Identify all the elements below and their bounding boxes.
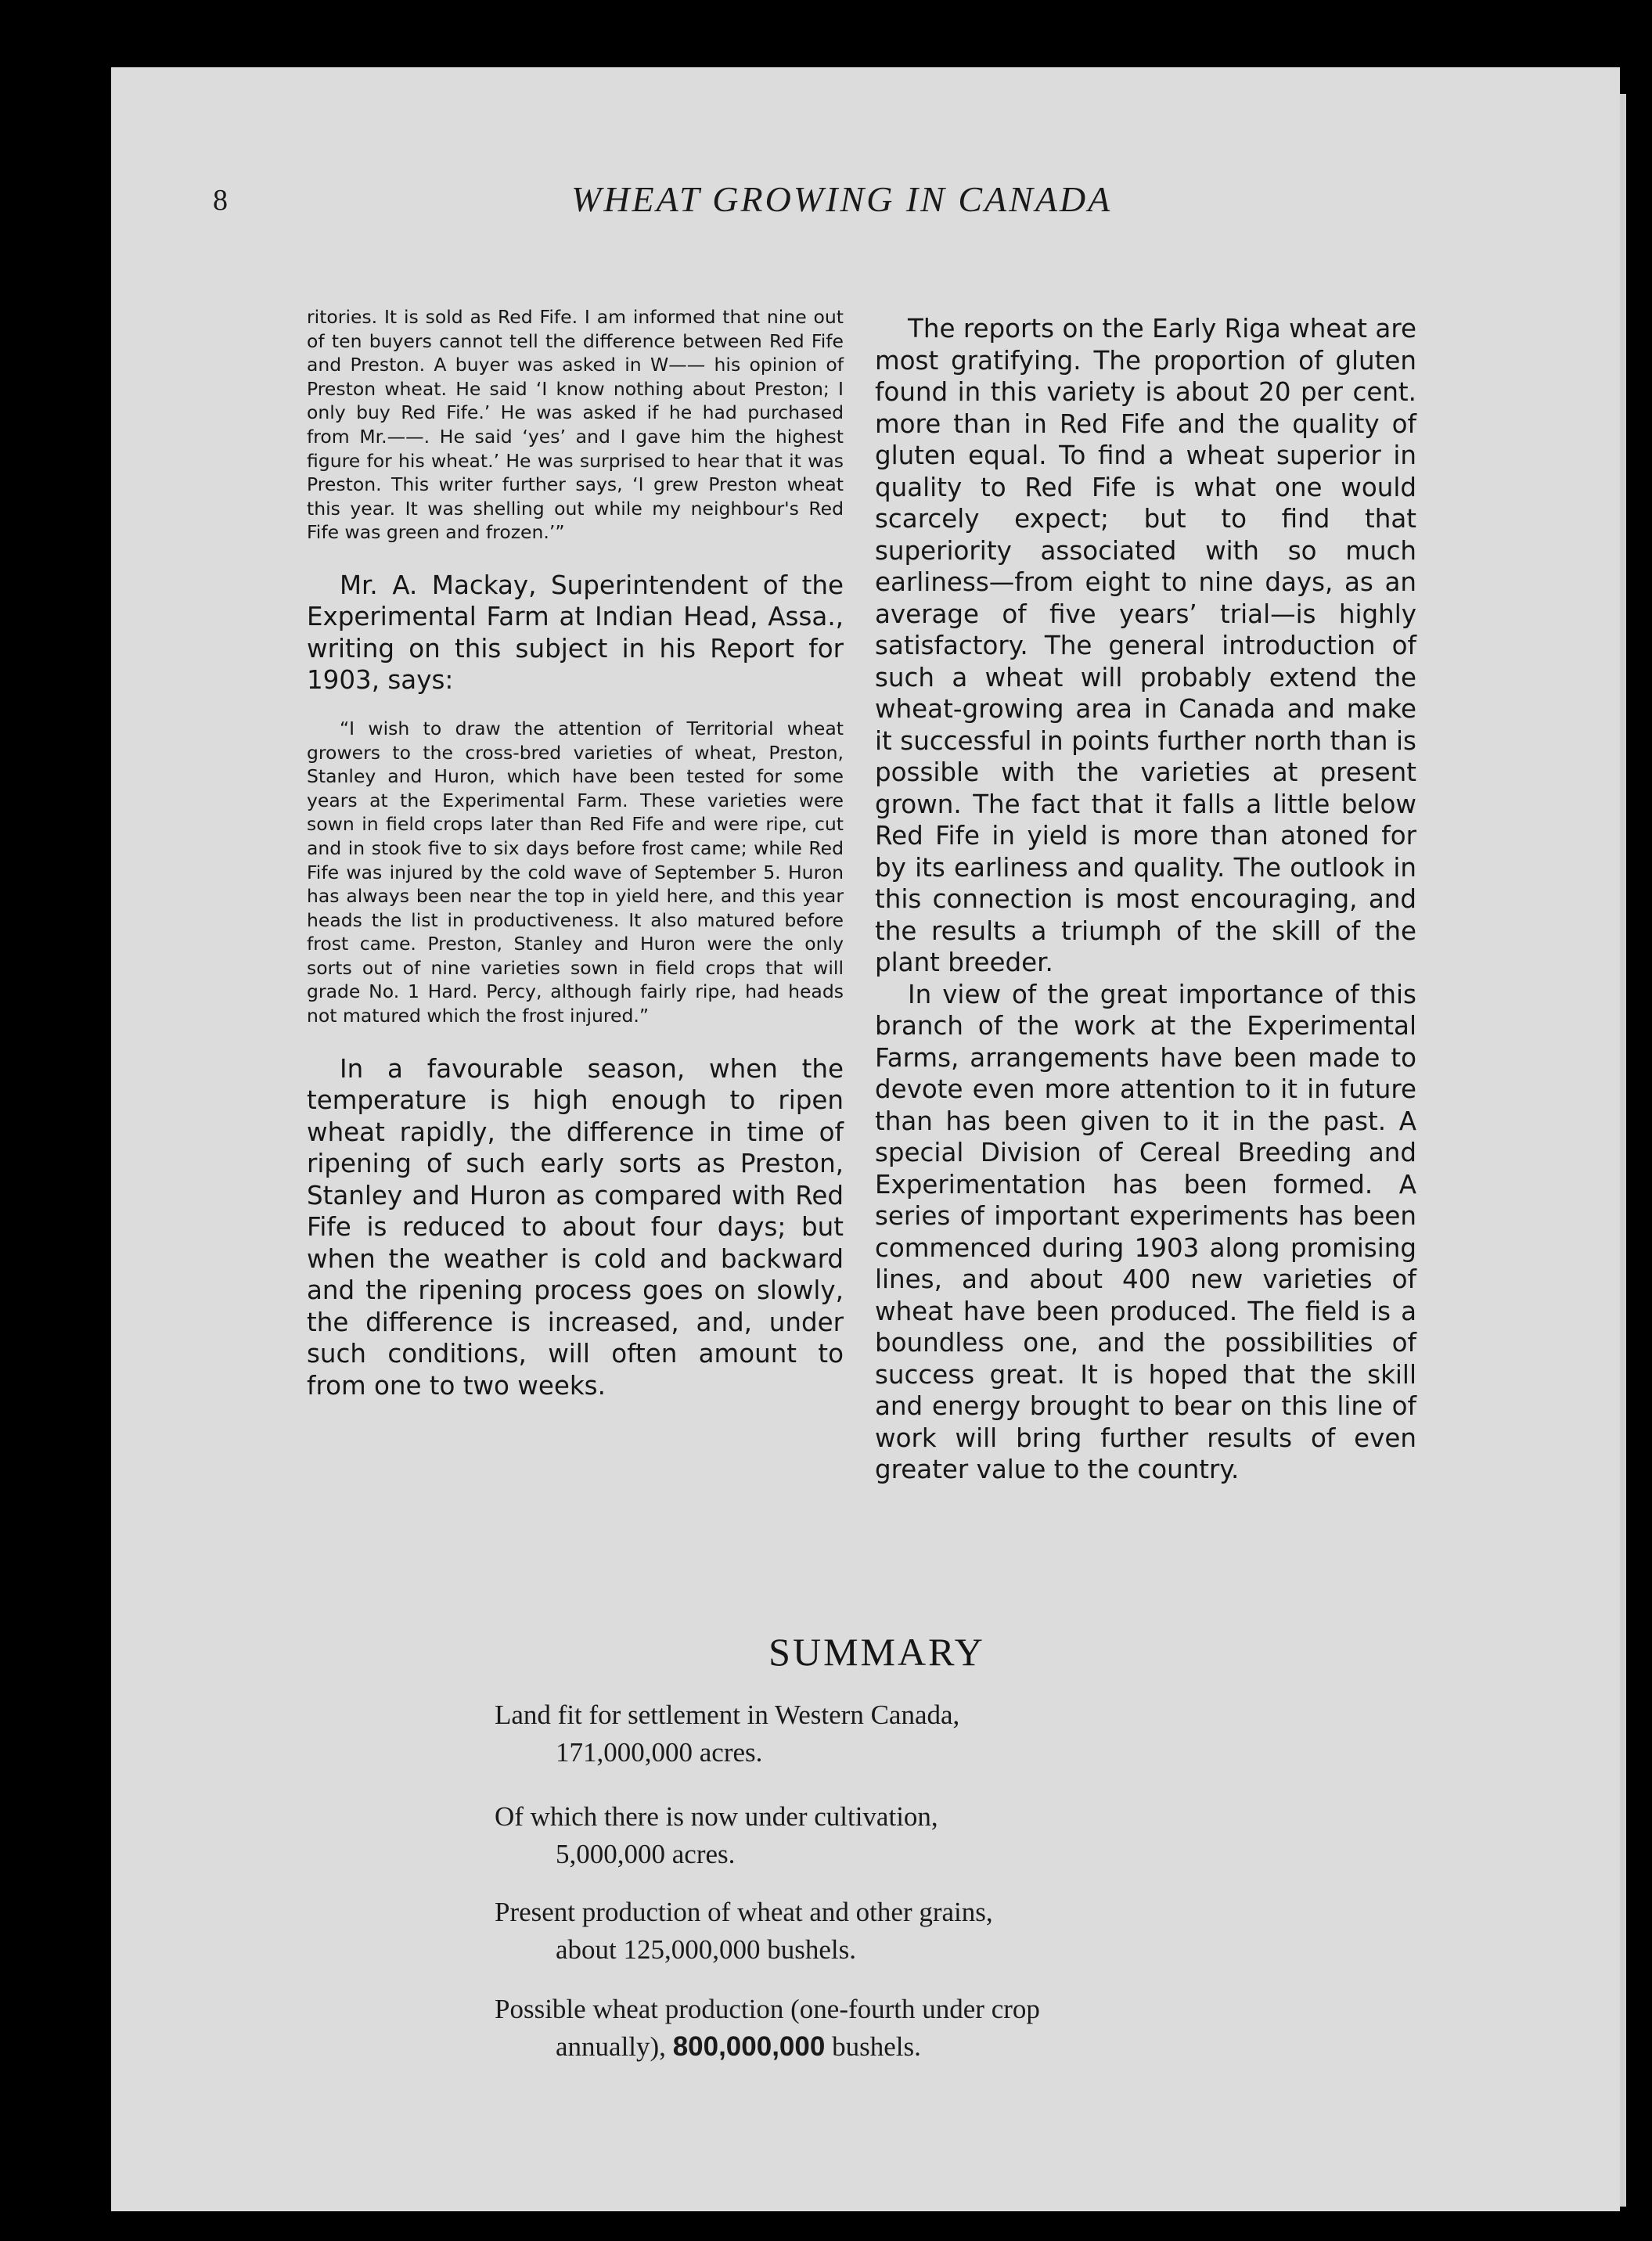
summary-item-line1: Present production of wheat and other grains, xyxy=(495,1897,993,1927)
summary-item-line1: Of which there is now under cultivation, xyxy=(495,1801,938,1832)
summary-item xyxy=(495,1991,1040,2066)
right-paragraph-2: In view of the great importance of this branch of the work at the Experimental Farms, arrangements have been made to devote even more attention to it in future than has been given to it in the past. A special Division of Cereal Breeding and Experimentation has been formed. A series of important experiments has been commenced during 1903 along promising lines, and about 400 new varieties of wheat have been produced. The field is a boundless one, and the possibilities of success great. It is hoped that the skill and energy brought to bear on this line of work will bring further results of even greater value to the country. xyxy=(875,979,1416,1484)
summary-heading: SUMMARY xyxy=(768,1630,985,1674)
right-column xyxy=(875,313,1416,1486)
summary-bold-number: 800,000,000 xyxy=(672,2031,826,2062)
page-header xyxy=(0,178,1652,241)
summary-item xyxy=(495,1798,938,1873)
summary-item-line2: 171,000,000 acres. xyxy=(556,1737,763,1768)
page-number: 8 xyxy=(213,184,228,217)
summary-item-line1: Possible wheat production (one-fourth under crop xyxy=(495,1994,1040,2024)
next-page-edge xyxy=(1620,94,1626,2207)
summary-item xyxy=(495,1696,959,1772)
left-column xyxy=(307,305,844,1401)
summary-item-line2: 5,000,000 acres. xyxy=(556,1839,736,1869)
left-paragraph-1: ritories. It is sold as Red Fife. I am informed that nine out of ten buyers cannot tell the difference between Red Fife and Preston. A buyer was asked in W—— his opinion of Preston wheat. He said ‘I know nothing about Preston; I only buy Red Fife.’ He was asked if he had purchased from Mr.——. He said ‘yes’ and I gave him the highest figure for his wheat.’ He was surprised to hear that it was Preston. This writer further says, ‘I grew Preston wheat this year. It was shelling out while my neighbour's Red Fife was green and frozen.’” xyxy=(307,306,844,544)
summary-item-line1: Land fit for settlement in Western Canada, xyxy=(495,1700,960,1730)
right-paragraph-1: The reports on the Early Riga wheat are most gratifying. The proportion of gluten found in this variety is about 20 per cent. more than in Red Fife and the quality of gluten equal. To find a wheat superior in quality to Red Fife is what one would scarcely expect; but to find that superiority associated with so much earliness—from eight to nine days, as an average of five years’ trial—is highly satisfactory. The general introduction of such a wheat will probably extend the wheat-growing area in Canada and make it successful in points further north than is possible with the varieties at present grown. The fact that it falls a little below Red Fife in yield is more than atoned for by its earliness and quality. The outlook in this connection is most encouraging, and the results a triumph of the skill of the plant breeder. xyxy=(875,314,1416,977)
summary-item xyxy=(495,1894,993,1969)
summary-item-line2 xyxy=(495,2028,1040,2066)
summary-bushels: bushels. xyxy=(832,2031,921,2062)
summary-item-line2: about 125,000,000 bushels. xyxy=(556,1934,857,1965)
running-title: WHEAT GROWING IN CANADA xyxy=(571,179,1113,219)
left-paragraph-3: In a favourable season, when the temperature is high enough to ripen wheat rapidly, the difference in time of ripening of such early sorts as Preston, Stanley and Huron as compared with Red Fife is reduced to about four days; but when the weather is cold and backward and the ripening process goes on slowly, the difference is increased, and, under such conditions, will often amount to from one to two weeks. xyxy=(307,1053,844,1401)
block-quote: “I wish to draw the attention of Territorial wheat growers to the cross-bred varieties of wheat, Preston, Stanley and Huron, which have been tested for some years at the Experimental Farm. These varieties were sown in field crops later than Red Fife and were ripe, cut and in stook five to six days before frost came; while Red Fife was injured by the cold wave of September 5. Huron has always been near the top in yield here, and this year heads the list in productiveness. It also matured before frost came. Preston, Stanley and Huron were the only sorts out of nine varieties sown in field crops that will grade No. 1 Hard. Percy, although fairly ripe, had heads not matured which the frost injured.” xyxy=(307,717,844,1027)
summary-annually: annually), xyxy=(556,2031,666,2062)
left-paragraph-2: Mr. A. Mackay, Superintendent of the Experimental Farm at Indian Head, Assa., writing on this subject in his Report for 1903, says: xyxy=(307,570,844,696)
